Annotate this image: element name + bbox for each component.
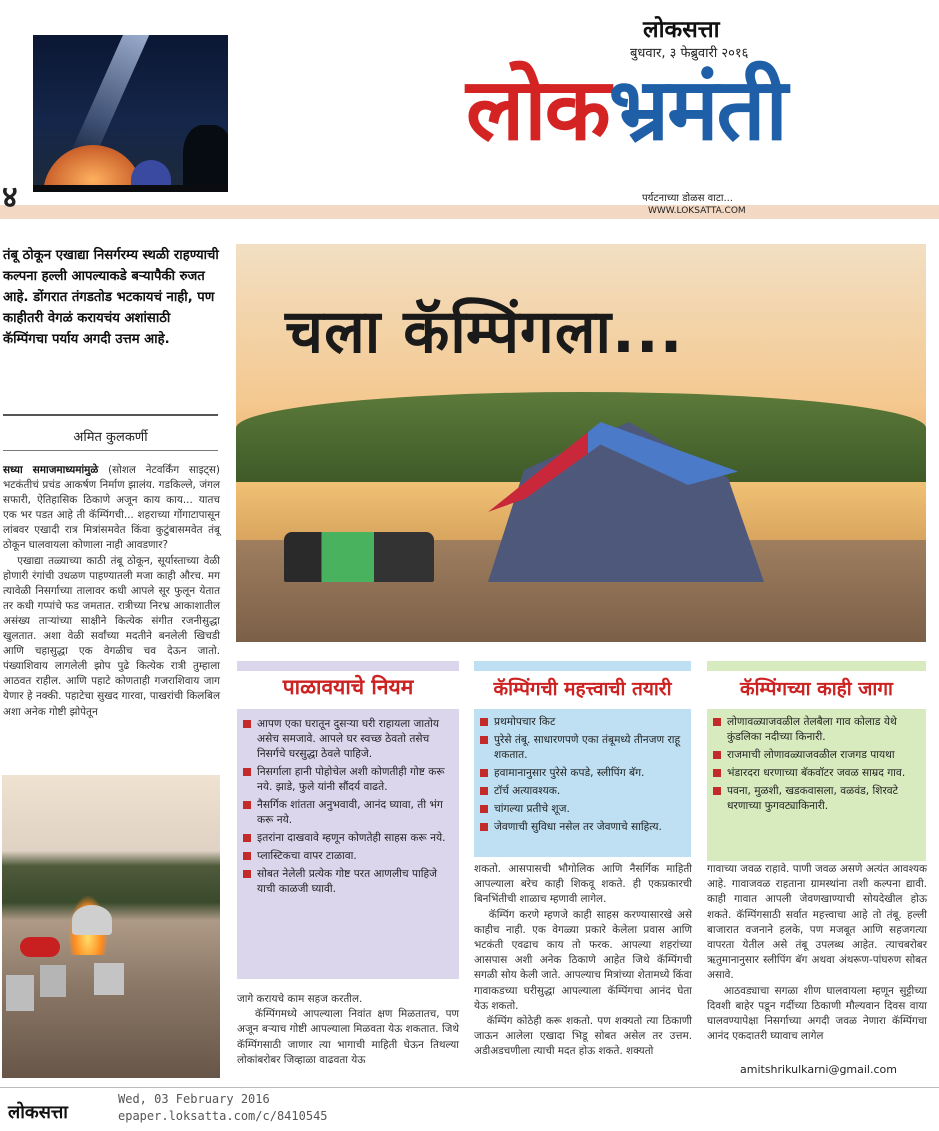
paragraph: एखाद्या तळ्याच्या काठी तंबू ठोकून, सूर्यास्ताच्या वेळी होणारी रंगांची उधळण पाहण्यातली मजा काही औरच. मग त्यावेळी निसर्गाच्या तालावर कधी आपले सूर फुलून येतात तर कधी गप्पांचे फड जमतात. रात्रीच्या निरभ्र आकाशातील असंख्य ताऱ्यांच्या साक्षीने कित्येक संगीत रजनीसुद्धा खुलतात. अशा वेळी सर्वांच्या मदतीने बनलेली खिचडी आणि चहासुद्धा एक वेगळीच चव देऊन जातो. पंख्याशिवाय लागलेली झोप पुढे कित्येक रात्री तुम्हाला आठवत राहील. आणि पहाटे कोणताही गजराशिवाय जाग येणार हे नक्की. पहाटेचा सुखद गारवा, पाखरांची किलबिल अशा अनेक गोष्टी झोपेतून [3,554,220,718]
paragraph: (सोशल नेटवर्किंग साइट्स) भटकंतीचं प्रचंड आकर्षण निर्माण झालंय. गडकिल्ले, जंगल सफारी, ऐतिहासिक ठिकाणे अजून काय काय... यातच एक भर पडत आहे ती कॅम्पिंगची... शहराच्या गोंगाटापासून लांबवर एखादी रात्र मित्रांसमवेत किंवा कुटुंबासमवेत तंबू ठोकून घालवायला कोणाला नाही आवडणार? [3,464,220,552]
list-item: जेवणाची सुविधा नसेल तर जेवणाचे साहित्य. [480,820,685,835]
list-item: चांगल्या प्रतीचे शूज. [480,802,685,817]
section-tagline: पर्यटनाच्या डोळस वाटा... [642,193,733,204]
list-item: लोणावळ्याजवळील तेलबैला गाव कोलाड येथे कुंडलिका नदीच्या किनारी. [713,715,920,745]
campfire-cooking-photo [2,775,220,1078]
places-box [707,661,926,861]
list-item: इतरांना दाखवावे म्हणून कोणतेही साहस करू नये. [243,831,453,846]
section-title-part2: भ्रमंती [608,60,786,160]
author-email[interactable]: amitshrikulkarni@gmail.com [740,1063,897,1076]
footer-epaper-url[interactable]: epaper.loksatta.com/c/8410545 [118,1109,328,1123]
article-column-1 [3,463,220,720]
list-item: प्रथमोपचार किट [480,715,685,730]
footer-date: Wed, 03 February 2016 [118,1092,270,1106]
section-title-part1: लोक [466,60,609,160]
footer-divider [0,1087,939,1088]
preparation-box [474,661,691,857]
article-column-2 [237,992,459,1068]
list-item: पवना, मुळशी, खडकवासला, वळवंड, शिरवटे धरणाच्या फुगवट्याकिनारी. [713,784,920,814]
lead-in: सध्या समाजमाध्यमांमुळे [3,464,99,476]
footer-brand-logo: लोकसत्ता [8,1102,68,1123]
page-number: ४ [2,180,18,215]
list-item: नैसर्गिक शांतता अनुभवावी, आनंद घ्यावा, ती भंग करू नये. [243,798,453,828]
list-item: प्लास्टिकचा वापर टाळावा. [243,849,453,864]
paragraph: जागे करायचे काम सहज करतील. [237,993,363,1005]
paragraph: कॅम्पिंग कोठेही करू शकतो. पण शक्यतो त्या ठिकाणी जाऊन आलेला एखादा भिडू सोबत असेल तर उत्तम. अडीअडचणीला त्याची मदत होऊ शकते. शक्यतो [474,1015,692,1058]
rules-list [243,717,453,900]
list-item: भंडारदरा धरणाच्या बॅकवॉटर जवळ साम्रद गाव. [713,766,920,781]
list-item: राजमाची लोणावळ्याजवळील राजगड पायथा [713,748,920,763]
list-item: टॉर्च अत्यावश्यक. [480,784,685,799]
list-item: आपण एका घरातून दुसऱ्या घरी राहायला जातोय असेच समजावे. आपले घर स्वच्छ ठेवतो तसेच निसर्गचे घरसुद्धा ठेवले पाहिजे. [243,717,453,762]
site-url[interactable]: WWW.LOKSATTA.COM [648,206,746,216]
article-column-3 [474,862,692,1060]
issue-date: बुधवार, ३ फेब्रुवारी २०१६ [630,46,749,61]
article-headline: चला कॅम्पिंगला... [285,297,684,367]
paragraph: आठवड्याचा सगळा शीण घालवायला म्हणून सुट्टीच्या दिवशी बाहेर पडून गर्दीच्या ठिकाणी मौल्यवान दिवस वाया घालवण्यापेक्षा निसर्गाच्या अगदी जवळ नेणारा कॅम्पिंगचा आनंद एकदातरी घ्यावाच लागेल [707,984,927,1043]
list-item: निसर्गाला हानी पोहोचेल अशी कोणतीही गोष्ट करू नये. झाडे, फुले यांनी सौंदर्य वाढते. [243,765,453,795]
masthead-camping-photo [33,35,228,192]
list-item: पुरेसे तंबू. साधारणपणे एका तंबूमध्ये तीनजण राहू शकतात. [480,733,685,763]
places-list [713,715,920,817]
divider [3,414,218,416]
paragraph: शकतो. आसपासची भौगोलिक आणि नैसर्गिक माहिती आपल्याला बरेच काही शिकवू शकते. ही एकप्रकारची बिनभिंतीची शाळाच म्हणावी लागेल. [474,863,692,906]
article-column-4 [707,862,927,1044]
section-title [466,50,936,170]
article-intro: तंबू ठोकून एखाद्या निसर्गरम्य स्थळी राहण्याची कल्पना हल्ली आपल्याकडे बऱ्यापैकी रुजत आहे. डोंगरात तंगडतोड भटकायचं नाही, पण काहीतरी वेगळं करायचंय अशांसाठी कॅम्पिंगचा पर्याय अगदी उत्तम आहे. [3,248,219,347]
list-item: हवामानानुसार पुरेसे कपडे, स्लीपिंग बॅग. [480,766,685,781]
paragraph: कॅम्पिंग करणे म्हणजे काही साहस करण्यासारखे असे काहीच नाही. एक वेगळ्या प्रकारे केलेला प्रवास आणि भटकंती एवढाच काय तो फरक. आपल्या शहरांच्या आसपास अशी अनेक ठिकाणे आहेत जिथे कॅम्पिंगची सगळी सोय केली जाते. आपल्याच मित्रांच्या शेतामध्ये किंवा गावाकडच्या घरीसुद्धा आपल्याला कॅम्पिंगचा आनंद घेता येऊ शकतो. [474,908,692,1012]
preparation-list [480,715,685,838]
masthead-strip [0,205,939,219]
preparation-box-title: कॅम्पिंगची महत्त्वाची तयारी [493,678,672,700]
list-item: सोबत नेलेली प्रत्येक गोष्ट परत आणलीच पाहिजे याची काळजी घ्यावी. [243,867,453,897]
divider [3,450,218,451]
rules-box-title: पाळावयाचे नियम [282,675,414,699]
places-box-title: कॅम्पिंगच्या काही जागा [740,678,893,700]
paragraph: कॅम्पिंगमध्ये आपल्याला निवांत क्षण मिळतातच, पण अजून बऱ्याच गोष्टी आपल्याला मिळवता येऊ शकतात. जिथे कॅम्पिंगसाठी जाणार त्या भागाची माहिती घेऊन तिथल्या लोकांबरोबर जिव्हाळा वाढवता येऊ [237,1008,459,1066]
rules-box [237,661,459,979]
paragraph: गावाच्या जवळ राहावे. पाणी जवळ असणे अत्यंत आवश्यक आहे. गावाजवळ राहताना ग्रामस्थांना तशी कल्पना द्यावी. काही गावात आपली जेवणखाण्याची सोयदेखील होऊ शकते. कॅम्पिंगसाठी सर्वात महत्त्वाचा आहे तो तंबू. हल्ली बाजारात वजनाने हलके, पण मजबूत आणि सहजगत्या वापरता येतील असे तंबू उपलब्ध आहेत. त्याचबरोबर ऋतुमानानुसार स्लीपिंग बॅग अथवा अंथरूण-पांघरुण सोबत असावे. [707,863,927,982]
newspaper-brand: लोकसत्ता [643,17,720,43]
author-byline: अमित कुलकर्णी [73,430,148,445]
